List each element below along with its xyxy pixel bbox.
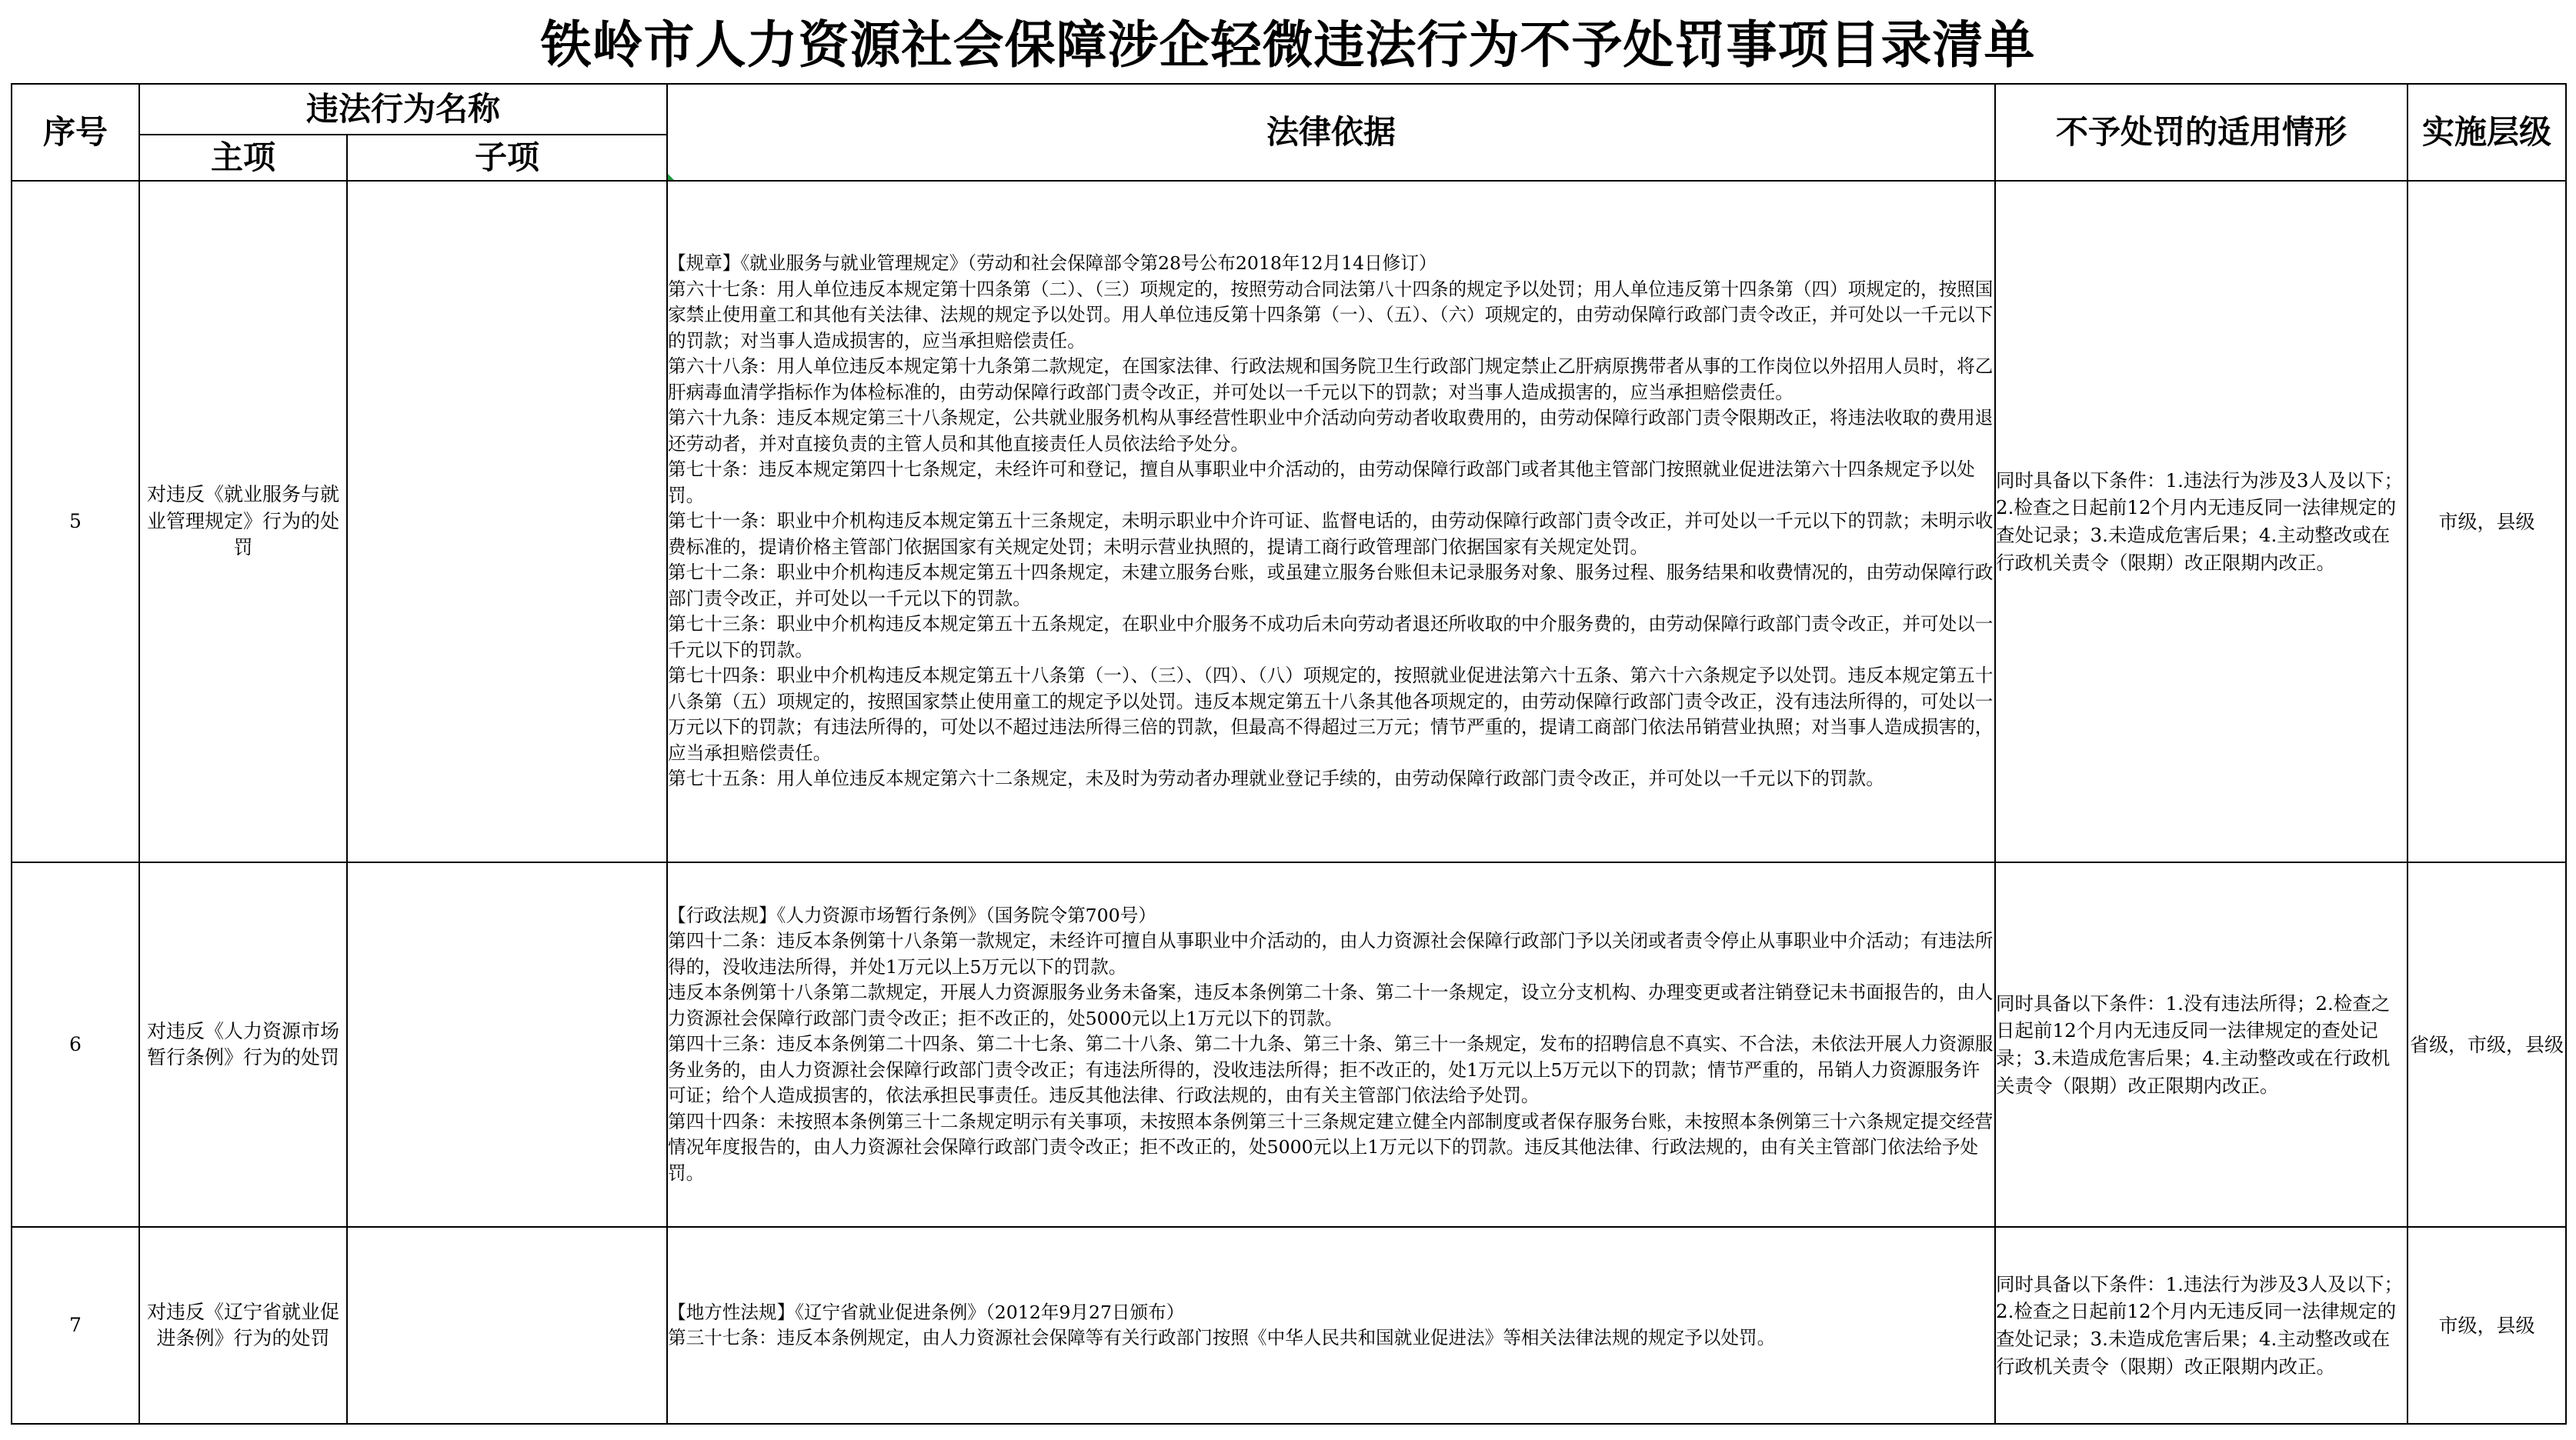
legal-basis-line: 第七十五条：用人单位违反本规定第六十二条规定，未及时为劳动者办理就业登记手续的，由劳动保障行政部门责令改正，并可处以一千元以下的罚款。 [668,768,1884,790]
row-main-item: 对违反《人力资源市场暂行条例》行为的处罚 [139,862,347,1227]
header-legal-basis-label: 法律依据 [1266,112,1396,151]
header-sub-item: 子项 [347,135,667,181]
legal-basis-line: 第七十四条：职业中介机构违反本规定第五十八条第（一）、（三）、（四）、（八）项规定的，按照就业促进法第六十五条、第六十六条规定予以处罚。违反本规定第五十八条第（五）项规定的，按照国家禁止使用童工的规定予以处罚。违反本规定第五十八条其他各项规定的，由劳动保障行政部门责令改正，没有违法所得的，可处以一万元以下的罚款；有违法所得的，可处以不超过违法所得三倍的罚款，但最高不得超过三万元；情节严重的，提请工商部门依法吊销营业执照；对当事人造成损害的，应当承担赔偿责任。 [668,665,1994,764]
legal-basis-line: 第四十三条：违反本条例第二十四条、第二十七条、第二十八条、第二十九条、第三十条、第三十一条规定，发布的招聘信息不真实、不合法，未依法开展人力资源服务业务的，由人力资源社会保障行政部门责令改正；有违法所得的，没收违法所得；拒不改正的，处1万元以上5万元以下的罚款；情节严重的，吊销人力资源服务许可证；给个人造成损害的，依法承担民事责任。违反其他法律、行政法规的，由有关主管部门依法给予处罚。 [668,1033,1994,1107]
row-level: 市级，县级 [2407,1227,2566,1424]
legal-basis-line: 第四十四条：未按照本条例第三十二条规定明示有关事项，未按照本条例第三十三条规定建立健全内部制度或者保存服务台账，未按照本条例第三十六条规定提交经营情况年度报告的，由人力资源社会保障行政部门责令改正；拒不改正的，处5000元以上1万元以下的罚款。违反其他法律、行政法规的，由有关主管部门依法给予处罚。 [668,1110,1994,1184]
legal-basis-line: 违反本条例第十八条第二款规定，开展人力资源服务业务未备案，违反本条例第二十条、第二十一条规定，设立分支机构、办理变更或者注销登记未书面报告的，由人力资源社会保障行政部门责令改正；拒不改正的，处5000元以上1万元以下的罚款。 [668,982,1994,1029]
header-conditions: 不予处罚的适用情形 [1995,84,2407,181]
page-title: 铁岭市人力资源社会保障涉企轻微违法行为不予处罚事项目录清单 [540,15,2036,75]
row-sub-item [347,181,667,862]
row-legal-basis [667,862,1995,1227]
cell-comment-marker [668,174,674,180]
legal-basis-line: 【规章】《就业服务与就业管理规定》（劳动和社会保障部令第28号公布2018年12月14日修订） [668,252,1437,275]
legal-basis-line: 第六十七条：用人单位违反本规定第十四条第（二）、（三）项规定的，按照劳动合同法第八十四条的规定予以处罚；用人单位违反第十四条第（四）项规定的，按照国家禁止使用童工和其他有关法律、法规的规定予以处罚。用人单位违反第十四条第（一）、（五）、（六）项规定的，由劳动保障行政部门责令改正，并可处以一千元以下的罚款；对当事人造成损害的，应当承担赔偿责任。 [668,278,1994,352]
row-sub-item [347,862,667,1227]
legal-basis-line: 第六十九条：违反本规定第三十八条规定，公共就业服务机构从事经营性职业中介活动向劳动者收取费用的，由劳动保障行政部门责令限期改正，将违法收取的费用退还劳动者，并对直接负责的主管人员和其他直接责任人员依法给予处分。 [668,407,1994,455]
row-level: 省级，市级，县级 [2407,862,2566,1227]
table-row [12,181,2566,862]
row-conditions: 同时具备以下条件：1.违法行为涉及3人及以下；2.检查之日起前12个月内无违反同一法律规定的查处记录；3.未造成危害后果；4.主动整改或在行政机关责令（限期）改正限期内改正。 [1995,1227,2407,1424]
row-conditions: 同时具备以下条件：1.违法行为涉及3人及以下；2.检查之日起前12个月内无违反同一法律规定的查处记录；3.未造成危害后果；4.主动整改或在行政机关责令（限期）改正限期内改正。 [1995,181,2407,862]
violation-table [11,83,2567,1425]
header-seq: 序号 [12,84,139,181]
row-legal-basis [667,181,1995,862]
row-seq: 6 [12,862,139,1227]
header-level: 实施层级 [2407,84,2566,181]
legal-basis-line: 第七十条：违反本规定第四十七条规定，未经许可和登记，擅自从事职业中介活动的，由劳动保障行政部门或者其他主管部门按照就业促进法第六十四条规定予以处罚。 [668,458,1975,506]
row-main-item: 对违反《辽宁省就业促进条例》行为的处罚 [139,1227,347,1424]
header-row [12,84,2566,135]
row-conditions: 同时具备以下条件：1.没有违法所得；2.检查之日起前12个月内无违反同一法律规定的查处记录；3.未造成危害后果；4.主动整改或在行政机关责令（限期）改正限期内改正。 [1995,862,2407,1227]
table-row [12,1227,2566,1424]
row-main-item: 对违反《就业服务与就业管理规定》行为的处罚 [139,181,347,862]
row-seq: 7 [12,1227,139,1424]
legal-basis-line: 第七十三条：职业中介机构违反本规定第五十五条规定，在职业中介服务不成功后未向劳动者退还所收取的中介服务费的，由劳动保障行政部门责令改正，并可处以一千元以下的罚款。 [668,613,1994,661]
row-level: 市级，县级 [2407,181,2566,862]
row-legal-basis [667,1227,1995,1424]
legal-basis-line: 第六十八条：用人单位违反本规定第十九条第二款规定，在国家法律、行政法规和国务院卫生行政部门规定禁止乙肝病原携带者从事的工作岗位以外招用人员时，将乙肝病毒血清学指标作为体检标准的，由劳动保障行政部门责令改正，并可处以一千元以下的罚款；对当事人造成损害的，应当承担赔偿责任。 [668,355,1994,403]
header-behavior: 违法行为名称 [139,84,667,135]
table-row [12,862,2566,1227]
legal-basis-line: 第四十二条：违反本条例第十八条第一款规定，未经许可擅自从事职业中介活动的，由人力资源社会保障行政部门予以关闭或者责令停止从事职业中介活动；有违法所得的，没收违法所得，并处1万元以上5万元以下的罚款。 [668,930,1994,978]
legal-basis-line: 第七十二条：职业中介机构违反本规定第五十四条规定，未建立服务台账，或虽建立服务台账但未记录服务对象、服务过程、服务结果和收费情况的，由劳动保障行政部门责令改正，并可处以一千元以下的罚款。 [668,562,1994,609]
legal-basis-line: 第三十七条：违反本条例规定，由人力资源社会保障等有关行政部门按照《中华人民共和国就业促进法》等相关法律法规的规定予以处罚。 [668,1327,1776,1348]
header-main-item: 主项 [139,135,347,181]
row-seq: 5 [12,181,139,862]
legal-basis-line: 【地方性法规】《辽宁省就业促进条例》（2012年9月27日颁布） [668,1301,1185,1323]
legal-basis-line: 第七十一条：职业中介机构违反本规定第五十三条规定，未明示职业中介许可证、监督电话的，由劳动保障行政部门责令改正，并可处以一千元以下的罚款；未明示收费标准的，提请价格主管部门依据国家有关规定处罚；未明示营业执照的，提请工商行政管理部门依据国家有关规定处罚。 [668,510,1994,558]
legal-basis-line: 【行政法规】《人力资源市场暂行条例》（国务院令第700号） [668,904,1156,926]
row-sub-item [347,1227,667,1424]
header-legal-basis [667,84,1995,181]
